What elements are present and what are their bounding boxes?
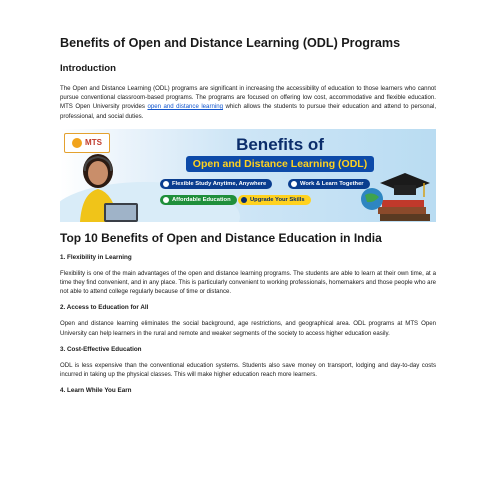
pill-flexible-study bbox=[160, 179, 272, 189]
section-3-text: ODL is less expensive than the conventional education systems. Students also save money on transport, lodging and day-to-day costs incurred in taking up the physical classes. This will make higher education reach more learners. bbox=[60, 361, 436, 379]
section-2-text: Open and distance learning eliminates the social background, age restrictions, and geographical area. ODL programs at MTS Open University can help learners in the rural and remote and weaker segments of the society to access higher education easily. bbox=[60, 320, 436, 337]
book-icon bbox=[241, 197, 247, 203]
pill-label: Affordable Education bbox=[172, 196, 231, 203]
clock-icon bbox=[163, 181, 169, 187]
student-laptop-illustration bbox=[68, 149, 140, 222]
section-3-heading: 3. Cost-Effective Education bbox=[60, 345, 142, 353]
banner-title-line2: Open and Distance Learning (ODL) bbox=[186, 156, 374, 172]
intro-heading: Introduction bbox=[60, 63, 116, 74]
pill-affordable bbox=[160, 195, 237, 205]
section-1-heading: 1. Flexibility in Learning bbox=[60, 253, 132, 261]
intro-text-before: The Open and Distance Learning (ODL) programs are significant in increasing the accessibility of education to those learners who cannot pursue conventional classroom-based programs. The programs are focused on offering low cost, accommodative and flexible education. MTS Open University provides bbox=[60, 85, 436, 111]
pill-label: Work & Learn Together bbox=[300, 180, 364, 187]
document-body bbox=[60, 36, 436, 402]
banner-title bbox=[170, 135, 390, 172]
sun-icon bbox=[72, 138, 82, 148]
pill-label: Upgrade Your Skills bbox=[250, 196, 305, 203]
document-title: Benefits of Open and Distance Learning (ODL) Programs bbox=[60, 36, 401, 50]
banner-title-line1: Benefits of bbox=[236, 134, 324, 154]
section-2-heading: 2. Access to Education for All bbox=[60, 304, 149, 312]
pill-upgrade-skills bbox=[238, 195, 311, 205]
banner-image bbox=[60, 129, 436, 222]
benefits-heading: Top 10 Benefits of Open and Distance Education in India bbox=[60, 230, 382, 245]
section-4-heading: 4. Learn While You Earn bbox=[60, 387, 132, 395]
logo-text: MTS bbox=[85, 138, 102, 148]
graduation-cap-globe-illustration bbox=[360, 169, 430, 221]
intro-paragraph bbox=[60, 84, 436, 121]
pill-work-learn bbox=[288, 179, 370, 189]
section-1-text: Flexibility is one of the main advantages of the open and distance learning programs. The students are able to learn at their own time, at a time they find convenient, and in any place. This is particularly convenient to working professionals, homemakers and those people who are not able to attend college regularly because of time or distance. bbox=[60, 269, 436, 296]
intro-text-after: which allows the students to pursue their education and attend to personal, professional, and social duties. bbox=[60, 103, 437, 120]
money-icon bbox=[163, 197, 169, 203]
briefcase-icon bbox=[291, 181, 297, 187]
pill-label: Flexible Study Anytime, Anywhere bbox=[172, 180, 267, 187]
odl-link[interactable]: open and distance learning bbox=[147, 103, 224, 111]
